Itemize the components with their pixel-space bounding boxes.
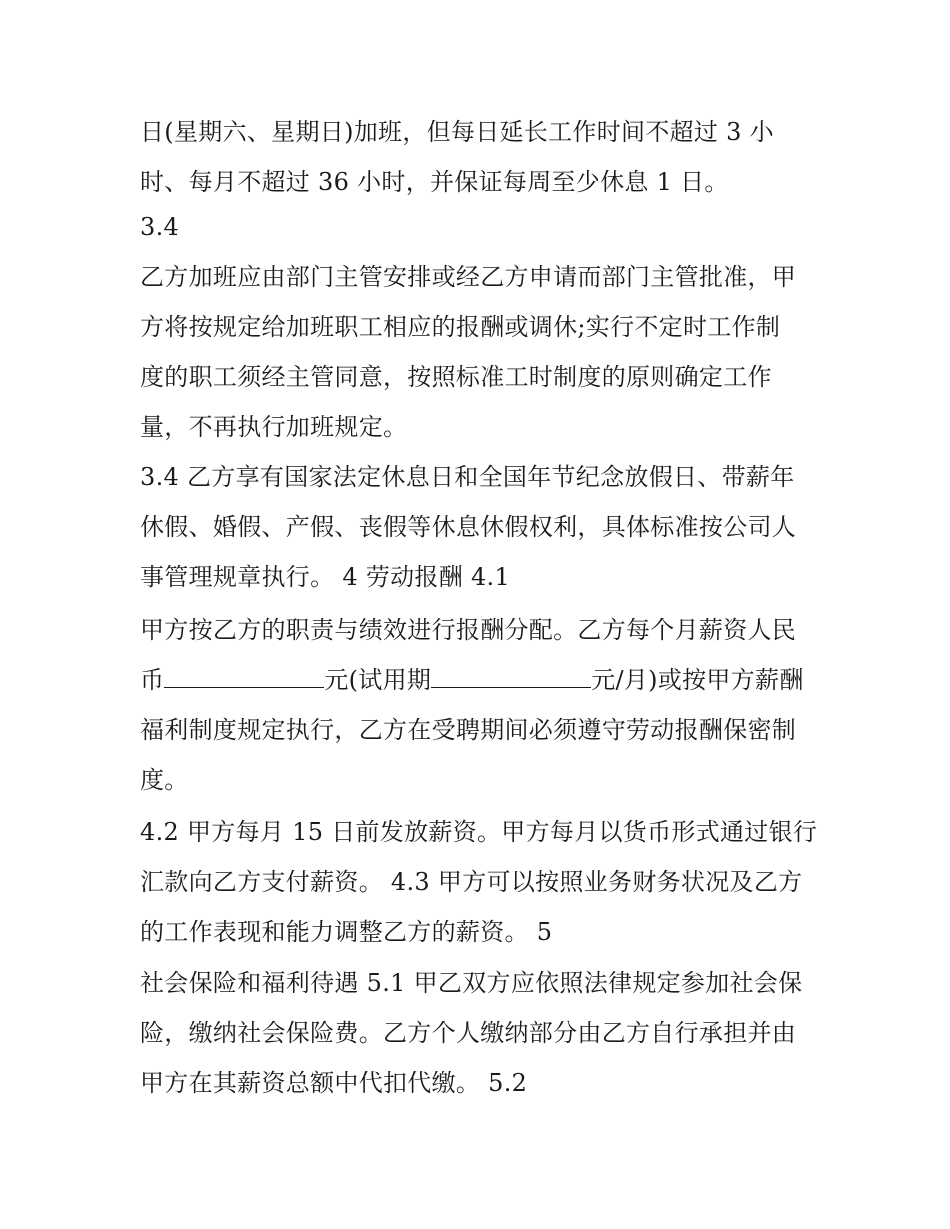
salary-line bbox=[140, 665, 804, 695]
text-line: 社会保险和福利待遇 5.1 甲乙双方应依照法律规定参加社会保 bbox=[140, 969, 803, 997]
text-line: 量，不再执行加班规定。 bbox=[140, 413, 408, 441]
text-line: 福利制度规定执行，乙方在受聘期间必须遵守劳动报酬保密制 bbox=[140, 716, 797, 744]
text-line: 日(星期六、星期日)加班，但每日延长工作时间不超过 3 小 bbox=[140, 118, 774, 146]
text-line: 事管理规章执行。 4 劳动报酬 4.1 bbox=[140, 563, 511, 591]
text-line: 4.2 甲方每月 15 日前发放薪资。甲方每月以货币形式通过银行 bbox=[140, 818, 818, 846]
text-segment: 元(试用期 bbox=[324, 666, 432, 694]
text-line: 乙方加班应由部门主管安排或经乙方申请而部门主管批准，甲 bbox=[140, 263, 797, 291]
text-line: 休假、婚假、产假、丧假等休息休假权利，具体标准按公司人 bbox=[140, 513, 797, 541]
text-line: 时、每月不超过 36 小时，并保证每周至少休息 1 日。 bbox=[140, 168, 729, 196]
text-line: 度。 bbox=[140, 766, 189, 794]
text-segment: 币 bbox=[140, 666, 165, 694]
section-number: 3.4 bbox=[140, 213, 180, 241]
text-line: 险，缴纳社会保险费。乙方个人缴纳部分由乙方自行承担并由 bbox=[140, 1019, 797, 1047]
probation-salary-blank bbox=[431, 665, 591, 688]
text-line: 3.4 乙方享有国家法定休息日和全国年节纪念放假日、带薪年 bbox=[140, 463, 795, 491]
text-line: 的工作表现和能力调整乙方的薪资。 5 bbox=[140, 918, 553, 946]
text-line: 方将按规定给加班职工相应的报酬或调休;实行不定时工作制 bbox=[140, 313, 781, 341]
text-line: 汇款向乙方支付薪资。 4.3 甲方可以按照业务财务状况及乙方 bbox=[140, 868, 803, 896]
salary-blank bbox=[164, 665, 324, 688]
text-line: 度的职工须经主管同意，按照标准工时制度的原则确定工作 bbox=[140, 363, 772, 391]
text-segment: 元/月)或按甲方薪酬 bbox=[591, 666, 804, 694]
text-line: 甲方在其薪资总额中代扣代缴。 5.2 bbox=[140, 1069, 528, 1097]
text-line: 甲方按乙方的职责与绩效进行报酬分配。乙方每个月薪资人民 bbox=[140, 616, 797, 644]
